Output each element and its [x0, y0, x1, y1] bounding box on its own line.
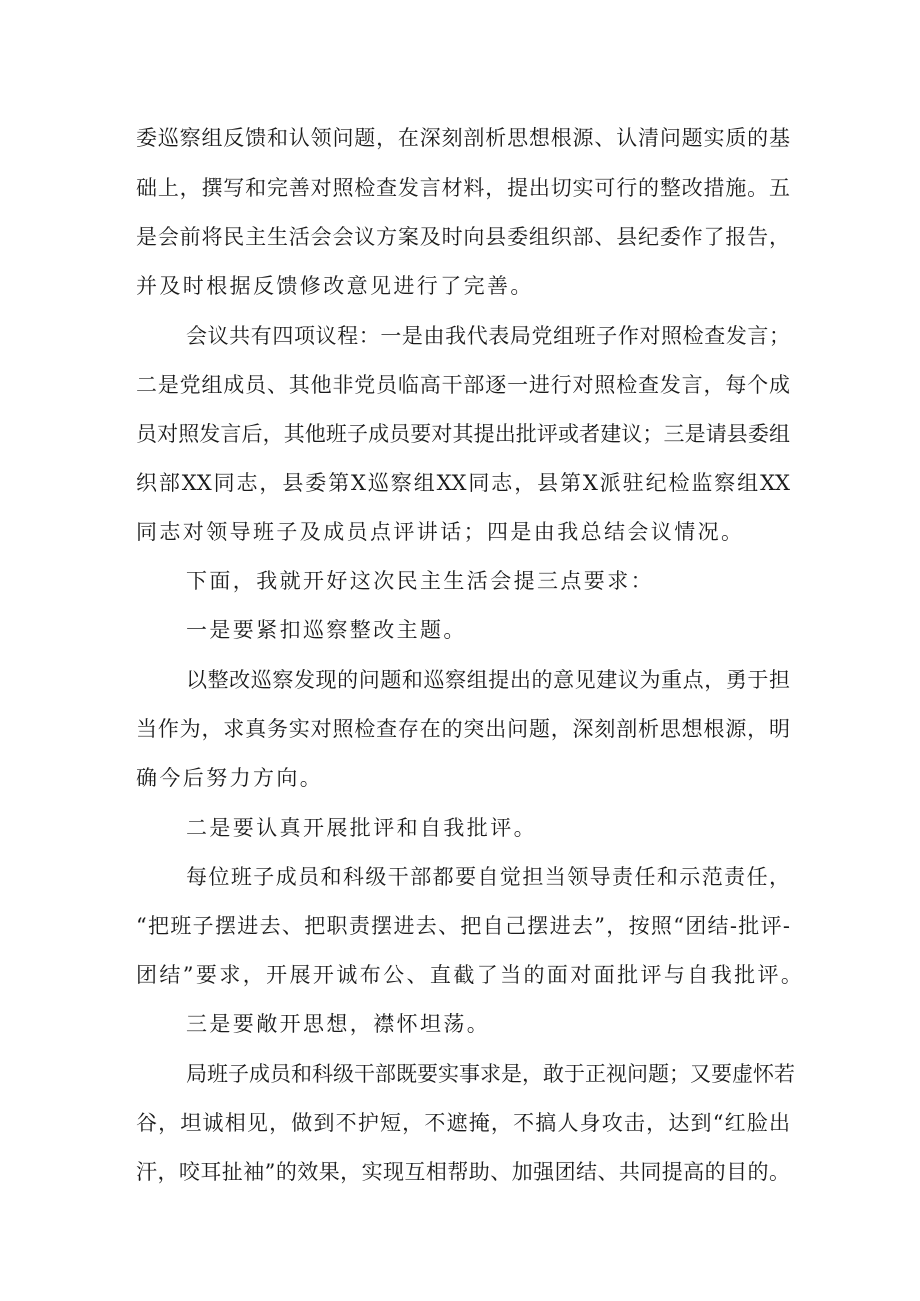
- text-line-19: 三是要敞开思想，襟怀坦荡。: [186, 1012, 491, 1036]
- text-line-22: 汗，咬耳扯袖”的效果，实现互相帮助、加强团结、共同提高的目的。: [136, 1160, 790, 1184]
- text-line-1: 委巡察组反馈和认领问题，在深刻剖析思想根源、认清问题实质的基: [136, 126, 790, 150]
- text-line-15: 二是要认真开展批评和自我批评。: [186, 816, 537, 840]
- text-line-6: 二是党组成员、其他非党员临高干部逐一进行对照检查发言，每个成: [136, 373, 790, 397]
- text-line-14: 确今后努力方向。: [136, 766, 324, 790]
- text-line-13: 当作为，求真务实对照检查存在的突出问题，深刻剖析思想根源，明: [136, 717, 790, 741]
- text-line-2: 础上，撰写和完善对照检查发言材料，提出切实可行的整改措施。五: [136, 176, 790, 200]
- text-line-12: 以整改巡察发现的问题和巡察组提出的意见建议为重点，勇于担: [186, 668, 790, 692]
- text-line-4: 并及时根据反馈修改意见进行了完善。: [136, 274, 534, 298]
- text-line-7: 员对照发言后，其他班子成员要对其提出批评或者建议；三是请县委组: [136, 422, 790, 446]
- text-line-18: 团结”要求，开展开诚布公、直截了当的面对面批评与自我批评。: [136, 963, 805, 987]
- text-line-21: 谷，坦诚相见，做到不护短，不遮掩，不搞人身攻击，达到“红脸出: [136, 1111, 790, 1135]
- text-line-11: 一是要紧扣巡察整改主题。: [186, 618, 467, 642]
- text-line-9: 同志对领导班子及成员点评讲话；四是由我总结会议情况。: [136, 520, 745, 544]
- text-line-20: 局班子成员和科级干部既要实事求是，敢于正视问题；又要虚怀若: [186, 1062, 795, 1086]
- text-line-5: 会议共有四项议程：一是由我代表局党组班子作对照检查发言；: [186, 324, 790, 348]
- text-line-17: “把班子摆进去、把职责摆进去、把自己摆进去”，按照“团结-批评-: [136, 914, 790, 938]
- text-line-8: 织部XX同志，县委第X巡察组XX同志，县第X派驻纪检监察组XX: [136, 471, 790, 495]
- text-line-3: 是会前将民主生活会会议方案及时向县委组织部、县纪委作了报告，: [136, 225, 790, 249]
- text-line-10: 下面，我就开好这次民主生活会提三点要求：: [186, 569, 654, 593]
- text-line-16: 每位班子成员和科级干部都要自觉担当领导责任和示范责任，: [186, 865, 790, 889]
